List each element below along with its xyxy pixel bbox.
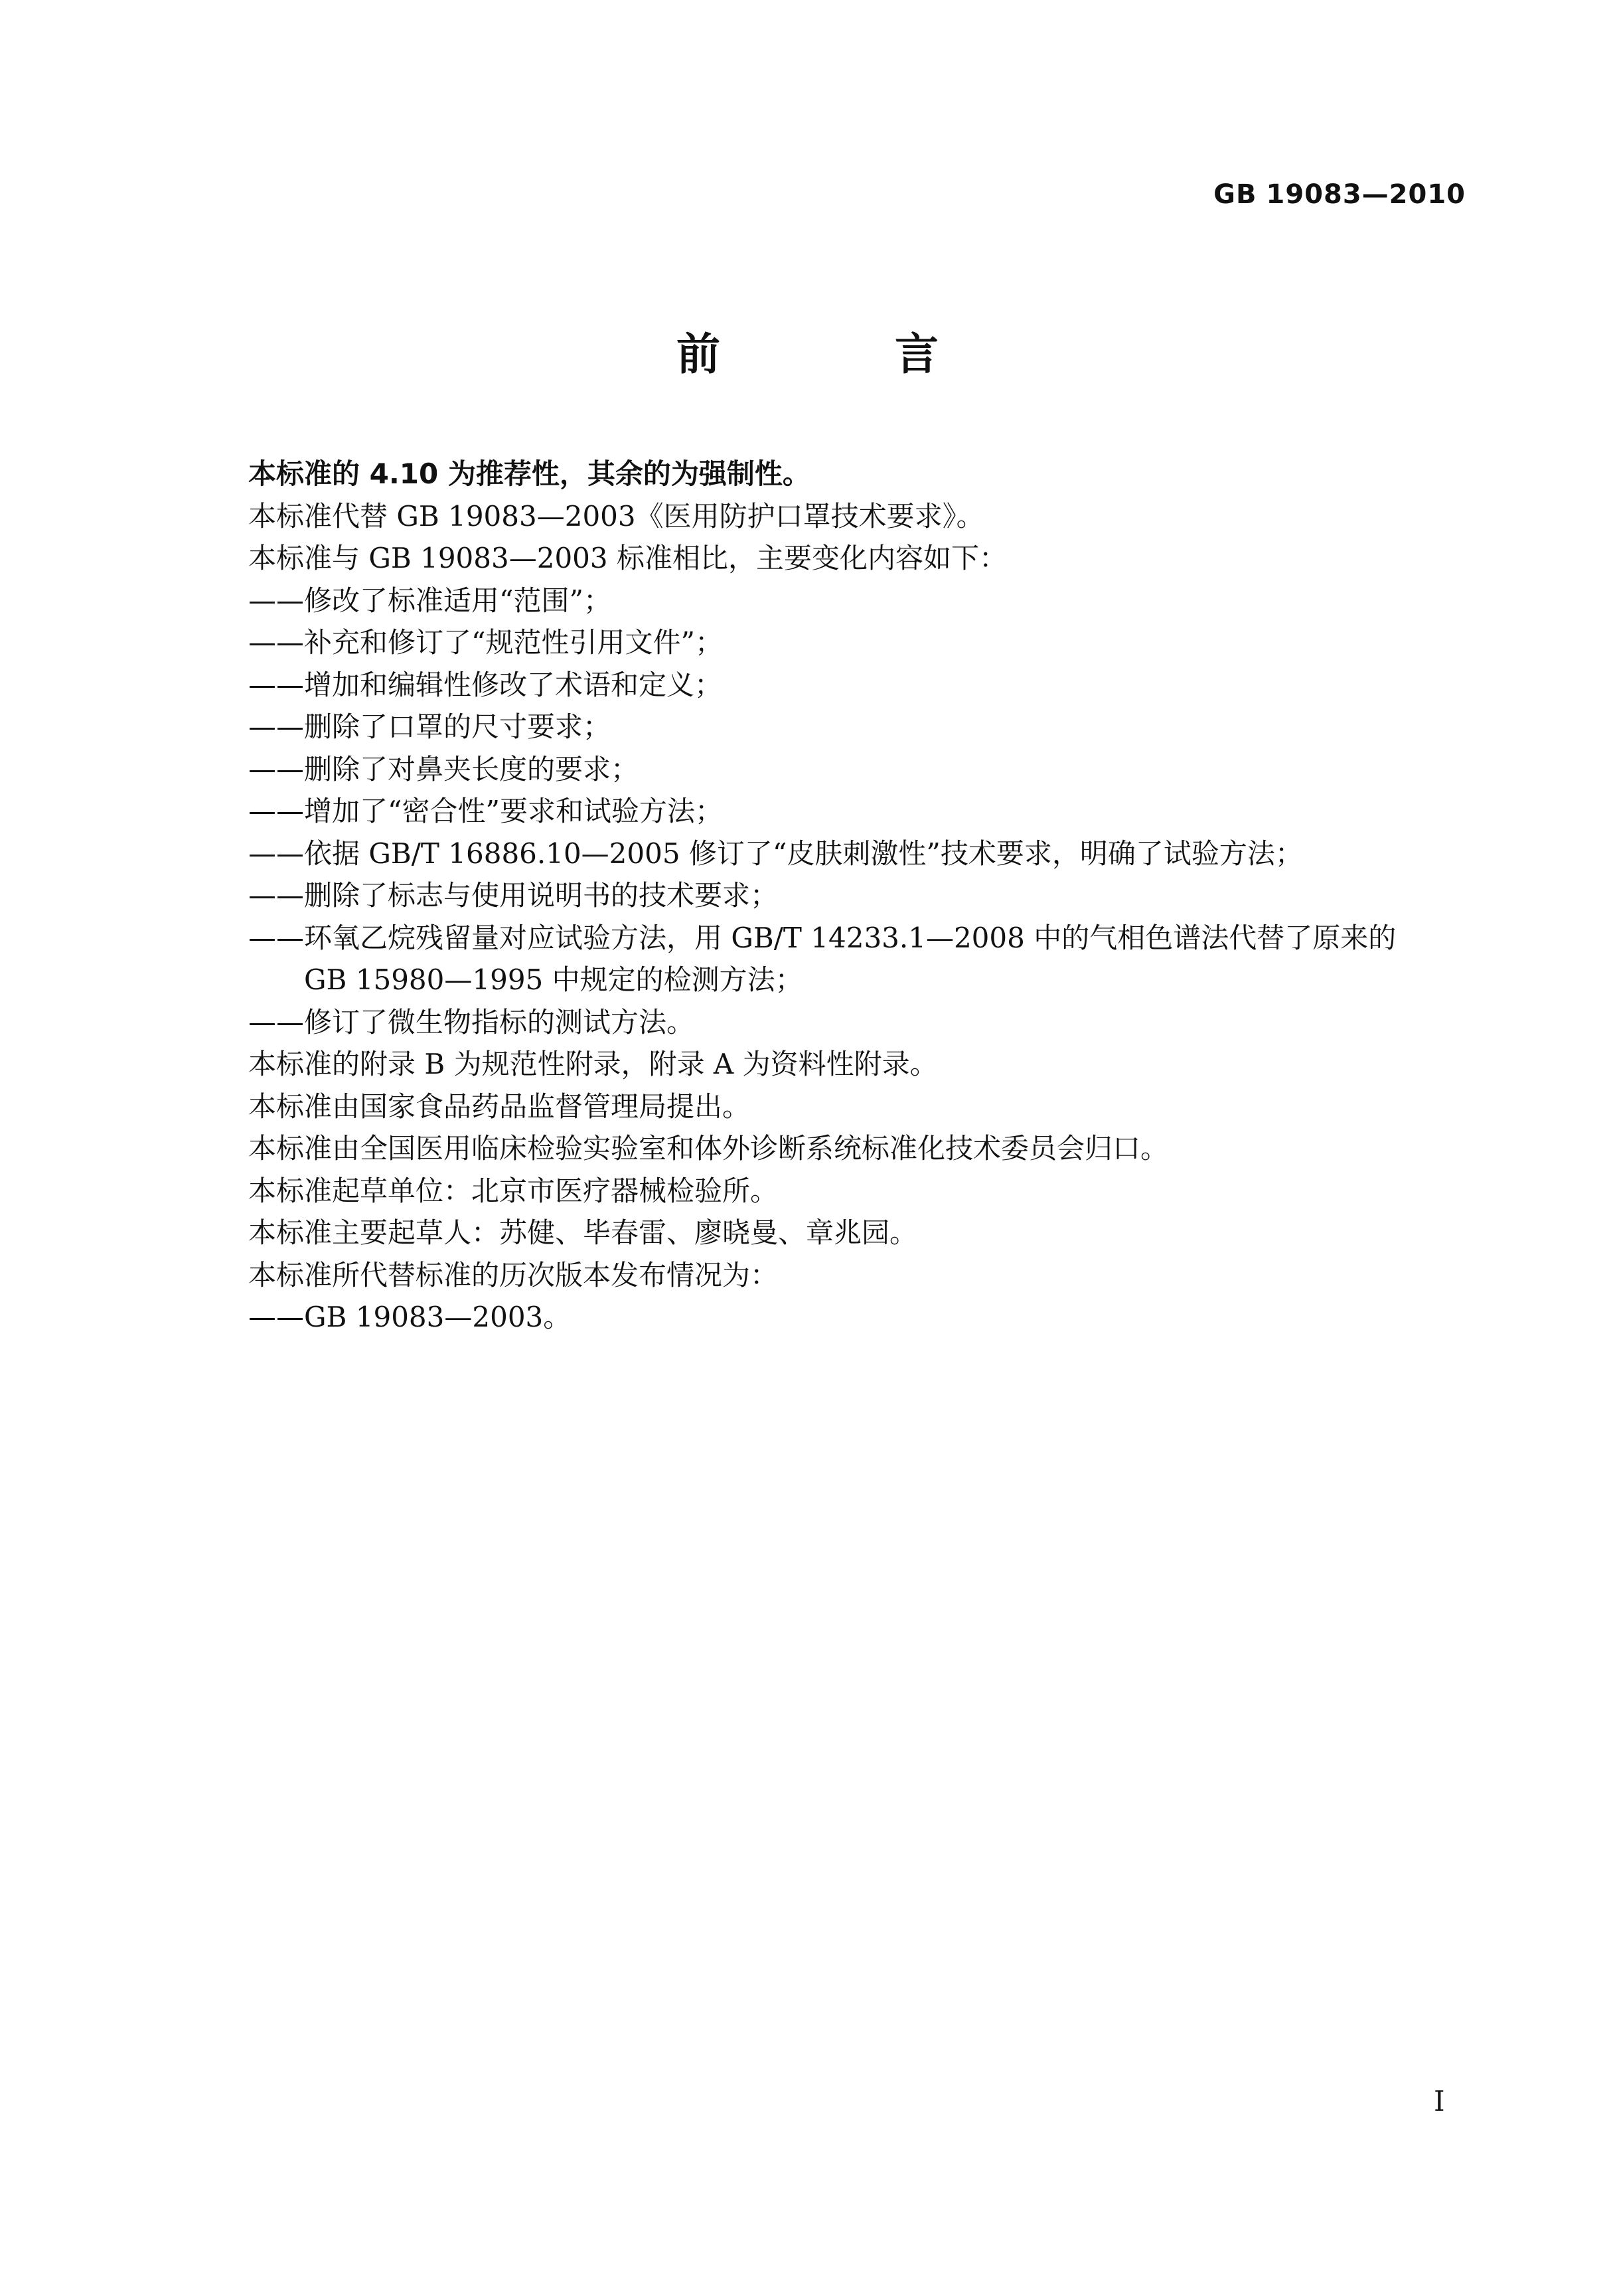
paragraph-replaces: 本标准代替 GB 19083—2003《医用防护口罩技术要求》。 bbox=[248, 499, 984, 533]
dash-marker: —— bbox=[248, 837, 304, 870]
change-item-text: 删除了对鼻夹长度的要求； bbox=[304, 752, 639, 785]
change-item-text: 环氧乙烷残留量对应试验方法，用 GB/T 14233.1—2008 中的气相色谱法代替了原来的 bbox=[304, 921, 1397, 954]
page-number: I bbox=[1434, 2085, 1445, 2117]
change-item bbox=[248, 917, 1470, 959]
change-item bbox=[248, 1001, 1470, 1044]
paragraph-centralized-by: 本标准由全国医用临床检验实验室和体外诊断系统标准化技术委员会归口。 bbox=[248, 1132, 1169, 1165]
dash-marker: —— bbox=[248, 921, 304, 954]
change-item-text: 删除了口罩的尺寸要求； bbox=[304, 710, 611, 743]
dash-marker: —— bbox=[248, 584, 304, 617]
previous-edition-text: GB 19083—2003。 bbox=[304, 1301, 572, 1333]
dash-marker: —— bbox=[248, 879, 304, 912]
dash-marker: —— bbox=[248, 1005, 304, 1038]
paragraph-edition-history: 本标准所代替标准的历次版本发布情况为： bbox=[248, 1258, 779, 1291]
paragraph-changes-intro: 本标准与 GB 19083—2003 标准相比，主要变化内容如下： bbox=[248, 542, 1007, 574]
change-item bbox=[248, 833, 1470, 875]
paragraph-mandatory-statement: 本标准的 4.10 为推荐性，其余的为强制性。 bbox=[248, 457, 810, 490]
dash-marker: —— bbox=[248, 668, 304, 701]
dash-marker: —— bbox=[248, 626, 304, 659]
change-item-continuation: GB 15980—1995 中规定的检测方法； bbox=[304, 963, 803, 996]
standard-code bbox=[1213, 179, 1466, 210]
paragraph-drafting-unit: 本标准起草单位：北京市医疗器械检验所。 bbox=[248, 1174, 779, 1207]
change-item bbox=[248, 580, 1470, 622]
paragraph-proposed-by: 本标准由国家食品药品监督管理局提出。 bbox=[248, 1090, 751, 1123]
change-item bbox=[248, 748, 1470, 791]
change-item-text: 增加和编辑性修改了术语和定义； bbox=[304, 668, 723, 701]
foreword-body bbox=[248, 453, 1470, 1339]
change-item bbox=[248, 621, 1470, 664]
change-item bbox=[248, 664, 1470, 706]
standard-prefix: GB bbox=[1213, 179, 1257, 210]
change-item bbox=[248, 706, 1470, 748]
previous-edition-item bbox=[248, 1296, 1470, 1339]
change-item-text: 删除了标志与使用说明书的技术要求； bbox=[304, 879, 779, 912]
dash-marker: —— bbox=[248, 795, 304, 827]
change-item bbox=[248, 790, 1470, 833]
paragraph-annexes: 本标准的附录 B 为规范性附录，附录 A 为资料性附录。 bbox=[248, 1048, 938, 1080]
page-title: 前 言 bbox=[676, 329, 1018, 380]
paragraph-drafters: 本标准主要起草人：苏健、毕春雷、廖晓曼、章兆园。 bbox=[248, 1216, 918, 1249]
change-item-text: 增加了“密合性”要求和试验方法； bbox=[304, 795, 723, 827]
change-item-text: 修订了微生物指标的测试方法。 bbox=[304, 1005, 695, 1038]
standard-number: 19083—2010 bbox=[1266, 179, 1466, 210]
change-item-text: 补充和修订了“规范性引用文件”； bbox=[304, 626, 723, 659]
dash-marker: —— bbox=[248, 1301, 304, 1333]
change-item bbox=[248, 874, 1470, 917]
dash-marker: —— bbox=[248, 710, 304, 743]
change-item-text: 依据 GB/T 16886.10—2005 修订了“皮肤刺激性”技术要求，明确了试验方法； bbox=[304, 837, 1303, 870]
dash-marker: —— bbox=[248, 752, 304, 785]
change-item-text: 修改了标准适用“范围”； bbox=[304, 584, 611, 617]
